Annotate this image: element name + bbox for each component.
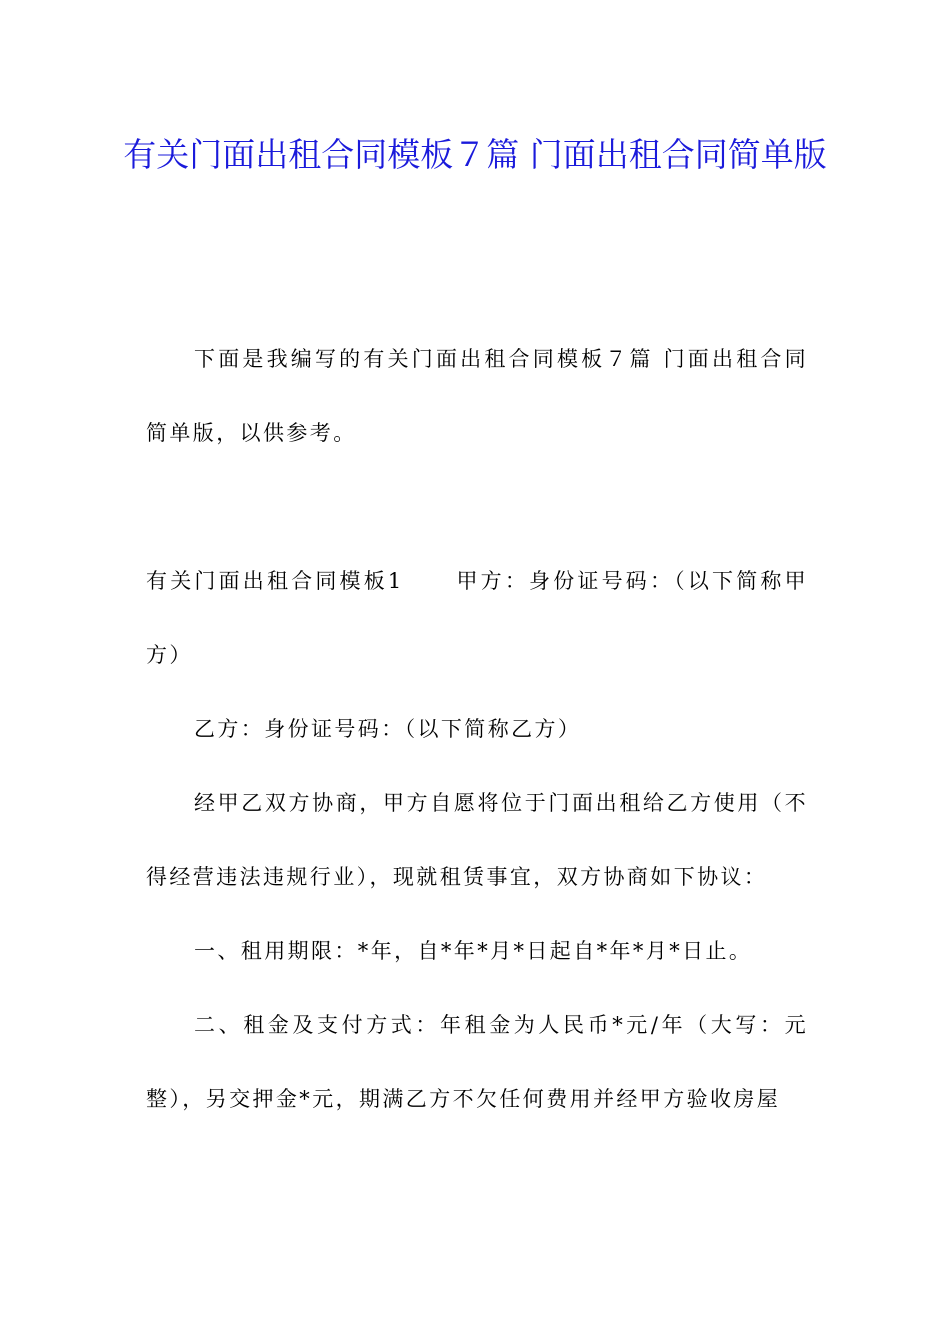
paragraph-gap — [146, 470, 808, 544]
party-b-paragraph: 乙方：身份证号码：（以下简称乙方） — [194, 717, 582, 741]
document-body — [146, 322, 808, 1136]
term-paragraph: 一、租用期限：*年，自*年*月*日起自*年*月*日止。 — [194, 939, 753, 963]
rent-paragraph: 二、租金及支付方式：年租金为人民币*元/年（大写：元整），另交押金*元，期满乙方不欠任何费用并经甲方验收房屋 — [146, 1013, 808, 1111]
intro-paragraph: 下面是我编写的有关门面出租合同模板７篇 门面出租合同简单版，以供参考。 — [146, 347, 808, 445]
section-1-paragraph — [146, 544, 808, 692]
party-a-line: 甲方：身份证号码：（以下简称甲方） — [146, 569, 808, 667]
agreement-paragraph: 经甲乙双方协商，甲方自愿将位于门面出租给乙方使用（不得经营违法违规行业），现就租赁事宜，双方协商如下协议： — [146, 791, 808, 889]
document-title: 有关门面出租合同模板７篇 门面出租合同简单版 — [123, 135, 827, 174]
section-1-heading: 有关门面出租合同模板1 — [146, 569, 404, 593]
